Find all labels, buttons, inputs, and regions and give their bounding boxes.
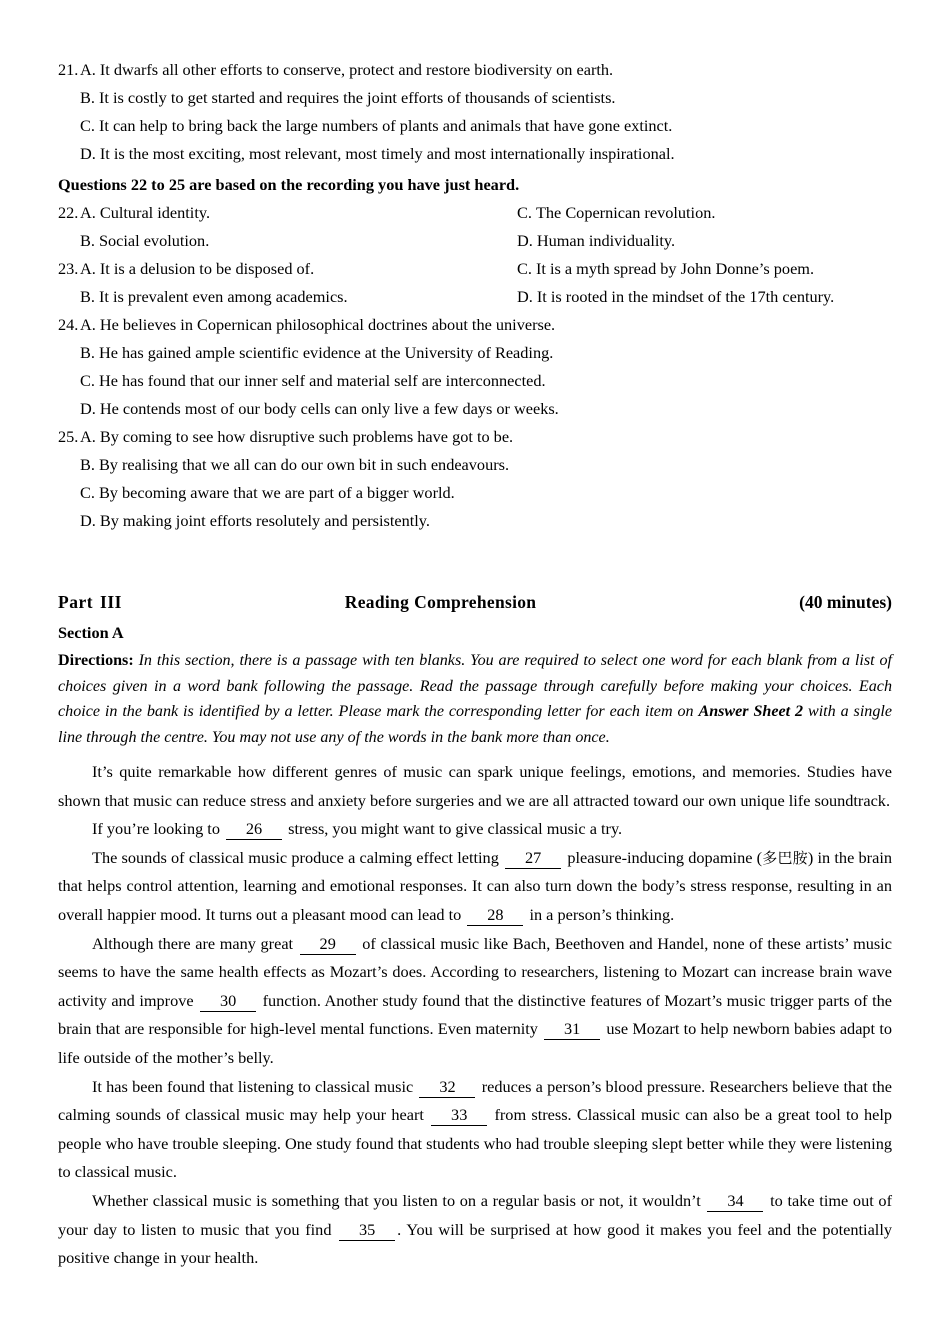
option-text: Human individuality. bbox=[536, 231, 676, 250]
paragraph-text: . You will be surprised at how good it makes you feel and the potentially positive change in your health. bbox=[58, 1219, 892, 1268]
part-label bbox=[58, 587, 122, 617]
paragraph-text: function. Another study found that the distinctive features of Mozart’s music trigger parts of the brain that are responsible for high-level mental functions. Even maternity bbox=[58, 990, 892, 1039]
option-letter: A. bbox=[80, 315, 96, 334]
directions-lead: Directions: bbox=[58, 652, 134, 669]
title-word-reading: Reading bbox=[344, 592, 410, 612]
option-row bbox=[58, 84, 892, 112]
option-column-left bbox=[58, 199, 517, 227]
paragraph-text: Whether classical music is something that you listen to on a regular basis or not, it wouldn’t bbox=[92, 1190, 706, 1210]
paragraph-text: use Mozart to help newborn babies adapt to life outside of the mother’s belly. bbox=[58, 1019, 892, 1067]
option-row bbox=[58, 367, 892, 395]
option-text: Cultural identity. bbox=[99, 203, 211, 222]
answer-sheet-reference: Answer Sheet 2 bbox=[698, 703, 804, 720]
paragraph-text: Although there are many great bbox=[92, 933, 298, 953]
paragraph-text: of classical music like Bach, Beethoven and Handel, none of these artists’ music seems to have the same health effects as Mozart’s does. According to researchers, listening to Mozart can increase brain wave activity and improve bbox=[58, 933, 893, 1010]
blank-34[interactable]: 34 bbox=[707, 1191, 763, 1212]
option-text: The Copernican revolution. bbox=[535, 203, 716, 222]
option-text: By making joint efforts resolutely and persistently. bbox=[99, 511, 430, 530]
part-iii-header bbox=[58, 587, 892, 617]
option-letter: A. bbox=[80, 203, 96, 222]
blank-35[interactable]: 35 bbox=[339, 1220, 395, 1241]
option-row bbox=[58, 199, 892, 227]
question-21-block bbox=[58, 56, 892, 168]
option-row bbox=[58, 451, 892, 479]
option-text: It is costly to get started and requires the joint efforts of thousands of scientists. bbox=[98, 88, 616, 107]
blank-30[interactable]: 30 bbox=[200, 991, 256, 1012]
passage-paragraph-6 bbox=[58, 1187, 892, 1273]
option-letter: C. bbox=[517, 203, 532, 222]
paragraph-text: It has been found that listening to classical music bbox=[92, 1076, 418, 1096]
blank-32[interactable]: 32 bbox=[419, 1077, 475, 1098]
question-24-block bbox=[58, 311, 892, 423]
option-column-right bbox=[517, 199, 892, 227]
option-text: It is rooted in the mindset of the 17th century. bbox=[536, 287, 835, 306]
passage-paragraph-5 bbox=[58, 1073, 892, 1187]
option-column-right bbox=[517, 255, 892, 283]
question-25-block bbox=[58, 423, 892, 535]
option-text: He believes in Copernican philosophical doctrines about the universe. bbox=[99, 315, 556, 334]
option-text: By becoming aware that we are part of a bigger world. bbox=[98, 483, 455, 502]
paragraph-text: reduces a person’s blood pressure. Researchers believe that the calming sounds of classical music may help your heart bbox=[58, 1076, 892, 1125]
option-row bbox=[58, 311, 892, 339]
option-text: It dwarfs all other efforts to conserve, protect and restore biodiversity on earth. bbox=[99, 60, 614, 79]
option-letter: A. bbox=[80, 259, 96, 278]
directions-text-part1: In this section, there is a passage with ten blanks. You are required to select one word for each blank from a list of choices given in a word bank following the passage. Read the passage through carefully before making your choices. Each choice in the bank is identified by a letter. Please mark the corresponding letter for each item on bbox=[58, 652, 892, 720]
paragraph-text: If you’re looking to bbox=[92, 819, 225, 839]
cloze-passage bbox=[58, 758, 892, 1273]
section-gap bbox=[58, 535, 892, 587]
directions-text-part2: with a single line through the centre. You may not use any of the words in the bank more than once. bbox=[58, 703, 892, 746]
question-number: 25. bbox=[58, 427, 79, 446]
part-numeral: III bbox=[100, 592, 122, 612]
option-text: It is a delusion to be disposed of. bbox=[99, 259, 315, 278]
option-row bbox=[58, 227, 892, 255]
option-letter: B. bbox=[80, 88, 95, 107]
option-letter: D. bbox=[517, 287, 533, 306]
option-column-left bbox=[58, 227, 517, 255]
part-word: Part bbox=[58, 592, 94, 612]
option-text: It is the most exciting, most relevant, most timely and most internationally inspirational. bbox=[99, 144, 675, 163]
paragraph-text: from stress. Classical music can also be a great tool to help people who have trouble sleeping. One study found that students who had trouble sleeping slept better while they were listening to classical music. bbox=[58, 1105, 893, 1182]
passage-paragraph-3 bbox=[58, 844, 892, 930]
option-letter: A. bbox=[80, 427, 96, 446]
option-letter: D. bbox=[80, 511, 96, 530]
option-row bbox=[58, 283, 892, 311]
paragraph-text: pleasure-inducing dopamine ( bbox=[563, 847, 763, 867]
option-text: It is a myth spread by John Donne’s poem. bbox=[535, 259, 815, 278]
paragraph-text: The sounds of classical music produce a calming effect letting bbox=[92, 847, 504, 867]
question-22-block bbox=[58, 199, 892, 255]
paragraph-text: ) in the brain that helps control attention, learning and emotional responses. It can also turn down the body’s stress response, resulting in an overall happier mood. It turns out a pleasant mood can lead to bbox=[58, 847, 892, 924]
option-text: It can help to bring back the large numbers of plants and animals that have gone extinct. bbox=[98, 116, 673, 135]
option-column-left bbox=[58, 283, 517, 311]
section-a-directions bbox=[58, 648, 892, 750]
option-text: He has found that our inner self and material self are interconnected. bbox=[98, 371, 546, 390]
option-row bbox=[58, 255, 892, 283]
option-column-right bbox=[517, 227, 892, 255]
blank-29[interactable]: 29 bbox=[300, 934, 356, 955]
option-letter: D. bbox=[80, 144, 96, 163]
option-letter: B. bbox=[80, 455, 95, 474]
option-letter: C. bbox=[80, 371, 95, 390]
option-text: Social evolution. bbox=[98, 231, 210, 250]
option-letter: C. bbox=[517, 259, 532, 278]
option-row bbox=[58, 339, 892, 367]
blank-33[interactable]: 33 bbox=[431, 1105, 487, 1126]
part-duration: (40 minutes) bbox=[799, 592, 892, 612]
passage-paragraph-2 bbox=[58, 815, 892, 844]
question-23-block bbox=[58, 255, 892, 311]
option-letter: B. bbox=[80, 343, 95, 362]
option-row bbox=[58, 140, 892, 168]
question-number: 22. bbox=[58, 203, 79, 222]
option-row bbox=[58, 479, 892, 507]
option-row bbox=[58, 112, 892, 140]
option-row bbox=[58, 56, 892, 84]
blank-26[interactable]: 26 bbox=[226, 819, 282, 840]
option-text: It is prevalent even among academics. bbox=[98, 287, 348, 306]
option-letter: D. bbox=[80, 399, 96, 418]
option-letter: B. bbox=[80, 287, 95, 306]
option-column-left bbox=[58, 255, 517, 283]
option-letter: D. bbox=[517, 231, 533, 250]
option-text: By realising that we all can do our own bit in such endeavours. bbox=[98, 455, 510, 474]
title-word-comprehension: Comprehension bbox=[414, 592, 537, 612]
option-text: He contends most of our body cells can only live a few days or weeks. bbox=[99, 399, 559, 418]
option-text: By coming to see how disruptive such problems have got to be. bbox=[99, 427, 514, 446]
section-a-label: Section A bbox=[58, 623, 124, 642]
paragraph-text: to take time out of your day to listen to music that you find bbox=[58, 1190, 892, 1239]
option-letter: A. bbox=[80, 60, 96, 79]
option-row bbox=[58, 395, 892, 423]
option-row bbox=[58, 507, 892, 535]
option-letter: C. bbox=[80, 116, 95, 135]
option-text: He has gained ample scientific evidence at the University of Reading. bbox=[98, 343, 554, 362]
blank-27[interactable]: 27 bbox=[505, 848, 561, 869]
paragraph-text: stress, you might want to give classical music a try. bbox=[284, 819, 623, 839]
paragraph-text: It’s quite remarkable how different genres of music can spark unique feelings, emotions, and memories. Studies have shown that music can reduce stress and anxiety before surgeries and we are all attracted toward our own unique life soundtrack. bbox=[58, 762, 892, 810]
blank-28[interactable]: 28 bbox=[467, 905, 523, 926]
option-letter: B. bbox=[80, 231, 95, 250]
listening-directions-heading: Questions 22 to 25 are based on the recording you have just heard. bbox=[58, 175, 520, 194]
paragraph-text: in a person’s thinking. bbox=[525, 904, 675, 924]
option-row bbox=[58, 423, 892, 451]
passage-paragraph-4 bbox=[58, 930, 892, 1073]
option-letter: C. bbox=[80, 483, 95, 502]
question-number: 24. bbox=[58, 315, 79, 334]
question-number: 23. bbox=[58, 259, 79, 278]
passage-paragraph-1 bbox=[58, 758, 892, 815]
option-column-right bbox=[517, 283, 892, 311]
question-number: 21. bbox=[58, 60, 79, 79]
blank-31[interactable]: 31 bbox=[544, 1019, 600, 1040]
chinese-gloss-dopamine: 多巴胺 bbox=[762, 848, 808, 867]
part-title bbox=[122, 587, 799, 617]
